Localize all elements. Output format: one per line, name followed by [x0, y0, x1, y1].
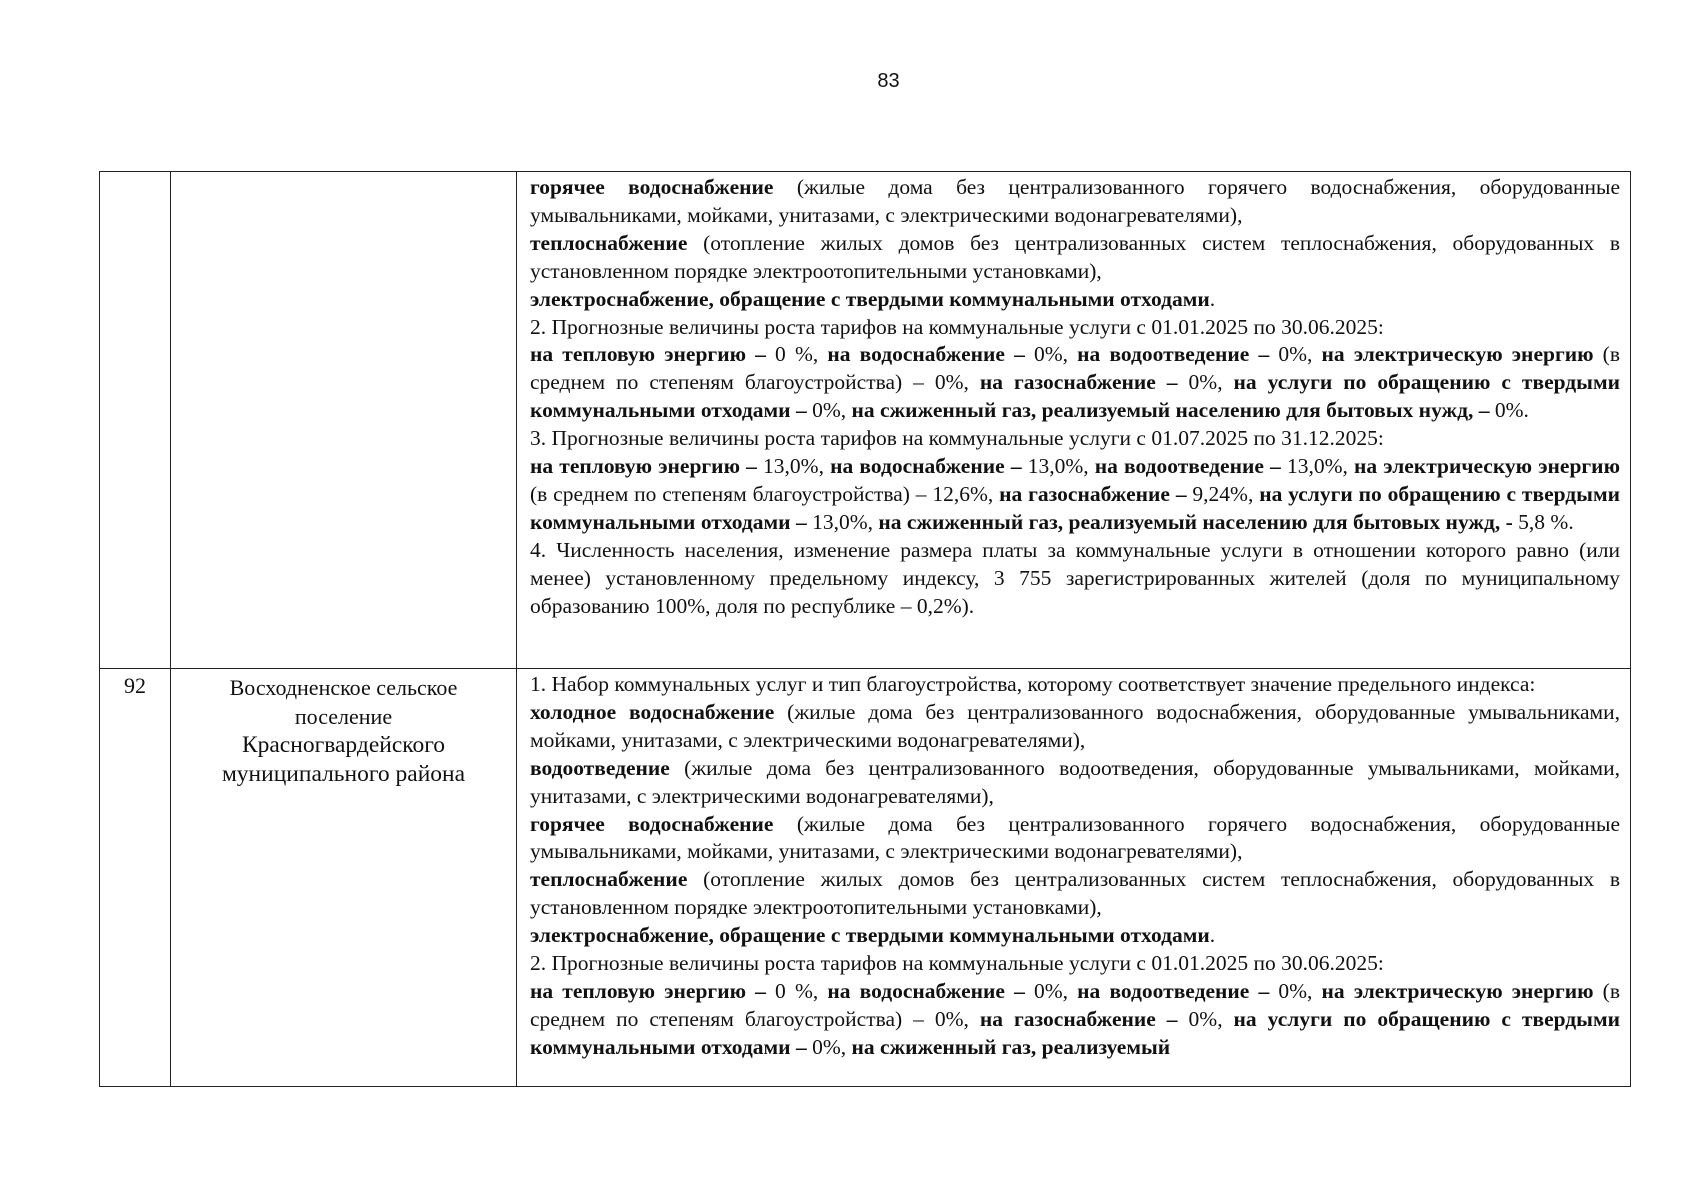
text-segment: (жилые дома без централизованного водоснабжения, оборудованные умывальниками, мойками, унитазами, с электрическими водонагревателями), — [530, 699, 1620, 752]
text-segment: 13,0%, — [812, 509, 879, 534]
details-paragraph — [530, 699, 1620, 755]
details-paragraph — [530, 174, 1620, 230]
details-paragraph — [530, 314, 1620, 342]
bold-text: горячее водоснабжение — [530, 811, 774, 836]
text-segment: 0%, — [1278, 342, 1322, 367]
municipality-name-line: Восходненское сельское — [229, 675, 458, 700]
details-cell — [517, 172, 1631, 669]
text-segment: 5,8 %. — [1518, 509, 1574, 534]
bold-text: водоотведение — [530, 755, 670, 780]
text-segment: 0%, — [1033, 978, 1078, 1003]
municipality-name-line: поселение — [294, 704, 393, 729]
bold-text: на услуги по обращению с твердыми коммунальными отходами – — [530, 481, 1620, 534]
bold-text: на услуги по обращению с твердыми коммунальными отходами – — [530, 370, 1620, 423]
text-segment: (отопление жилых домов без централизованных систем теплоснабжения, оборудованных в установленном порядке электроотопительными установками), — [530, 230, 1620, 283]
tariff-table — [99, 171, 1631, 1087]
bold-text: на тепловую энергию – — [530, 342, 776, 367]
municipality-cell — [171, 669, 517, 1087]
details-paragraph — [530, 671, 1620, 699]
bold-text: на электрическую энергию — [1354, 454, 1620, 479]
text-segment: . — [1209, 286, 1216, 311]
details-paragraph — [530, 978, 1620, 1062]
bold-text: на газоснабжение – — [999, 481, 1193, 506]
text-segment: 2. Прогнозные величины роста тарифов на коммунальные услуги с 01.01.2025 по 30.06.2025: — [530, 314, 1384, 339]
text-segment: 0%, — [1188, 370, 1234, 395]
bold-text: на газоснабжение – — [979, 1006, 1189, 1031]
text-segment: 3. Прогнозные величины роста тарифов на коммунальные услуги с 01.07.2025 по 31.12.2025: — [530, 426, 1384, 451]
table-row — [100, 172, 1631, 669]
row-number-cell: 92 — [100, 669, 171, 1087]
municipality-cell — [171, 172, 517, 669]
text-segment: 13,0%, — [1286, 454, 1355, 479]
text-segment: 4. Численность населения, изменение размера платы за коммунальные услуги в отношении которого равно (или менее) установленному предельному индексу, 3 755 зарегистрированных жителей (доля по муниципальному образованию 100%, доля по республике – 0,2%). — [530, 537, 1620, 618]
details-paragraph — [530, 341, 1620, 425]
text-segment: (отопление жилых домов без централизованных систем теплоснабжения, оборудованных в установленном порядке электроотопительными установками), — [530, 867, 1620, 920]
text-segment: (жилые дома без централизованного водоотведения, оборудованные умывальниками, мойками, унитазами, с электрическими водонагревателями), — [530, 755, 1620, 808]
text-segment: (жилые дома без централизованного горячего водоснабжения, оборудованные умывальниками, мойками, унитазами, с электрическими водонагревателями), — [530, 811, 1620, 864]
details-paragraph — [530, 537, 1620, 621]
details-paragraph — [530, 755, 1620, 811]
text-segment: 13,0%, — [1027, 454, 1095, 479]
bold-text: на водоотведение – — [1077, 342, 1279, 367]
bold-text: на сжиженный газ, реализуемый — [851, 1034, 1171, 1059]
bold-text: электроснабжение, обращение с твердыми коммунальными отходами — [530, 923, 1210, 948]
text-segment: 1. Набор коммунальных услуг и тип благоустройства, которому соответствует значение предельного индекса: — [530, 672, 1536, 696]
details-paragraph — [530, 425, 1620, 453]
text-segment: 13,0%, — [763, 454, 831, 479]
details-paragraph — [530, 922, 1620, 950]
text-segment: (жилые дома без централизованного горячего водоснабжения, оборудованные умывальниками, мойками, унитазами, с электрическими водонагревателями), — [530, 175, 1620, 227]
bold-text: холодное водоснабжение — [530, 699, 775, 724]
bold-text: на водоснабжение – — [827, 978, 1034, 1003]
bold-text: электроснабжение, обращение с твердыми коммунальными отходами — [530, 286, 1210, 311]
text-segment: 9,24%, — [1192, 481, 1260, 506]
text-segment: 0%. — [1494, 398, 1529, 423]
bold-text: на водоотведение – — [1094, 454, 1287, 479]
text-segment: (в среднем по степеням благоустройства) – 0%, — [530, 978, 1620, 1031]
details-paragraph — [530, 453, 1620, 537]
row-number-cell — [100, 172, 171, 669]
details-paragraph — [530, 230, 1620, 286]
bold-text: на водоснабжение – — [827, 342, 1034, 367]
bold-text: горячее водоснабжение — [530, 175, 774, 199]
page-number: 83 — [877, 70, 900, 92]
bold-text: на сжиженный газ, реализуемый населению для бытовых нужд, – — [851, 398, 1495, 423]
bold-text: на тепловую энергию – — [530, 454, 764, 479]
text-segment: . — [1209, 923, 1216, 948]
table-row — [100, 669, 1631, 1087]
text-segment: 0%, — [1278, 978, 1322, 1003]
text-segment: 0%, — [1033, 342, 1078, 367]
details-paragraph — [530, 866, 1620, 922]
text-segment: 0 %, — [775, 978, 828, 1003]
text-segment: 0%, — [812, 1034, 852, 1059]
bold-text: на тепловую энергию – — [530, 978, 776, 1003]
bold-text: на услуги по обращению с твердыми коммунальными отходами – — [530, 1006, 1620, 1059]
text-segment: 0%, — [1188, 1006, 1234, 1031]
bold-text: теплоснабжение — [530, 230, 688, 255]
text-segment: 0%, — [812, 398, 852, 423]
municipality-name-line: муниципального района — [221, 761, 466, 787]
bold-text: на газоснабжение – — [979, 370, 1189, 395]
bold-text: на электрическую энергию — [1321, 342, 1594, 367]
bold-text: на водоснабжение – — [830, 454, 1028, 479]
text-segment: (в среднем по степеням благоустройства) – 12,6%, — [530, 481, 1000, 506]
bold-text: теплоснабжение — [530, 867, 688, 892]
bold-text: на водоотведение – — [1077, 978, 1279, 1003]
bold-text: на сжиженный газ, реализуемый населению для бытовых нужд, - — [878, 509, 1519, 534]
text-segment: (в среднем по степеням благоустройства) – 0%, — [530, 342, 1620, 395]
municipality-name-line: Красногвардейского — [241, 732, 446, 758]
text-segment: 2. Прогнозные величины роста тарифов на коммунальные услуги с 01.01.2025 по 30.06.2025: — [530, 951, 1384, 976]
details-paragraph — [530, 950, 1620, 978]
details-paragraph — [530, 811, 1620, 867]
table-body — [100, 172, 1631, 1087]
bold-text: на электрическую энергию — [1321, 978, 1594, 1003]
text-segment: 0 %, — [775, 342, 828, 367]
details-paragraph — [530, 286, 1620, 314]
details-cell — [517, 669, 1631, 1087]
